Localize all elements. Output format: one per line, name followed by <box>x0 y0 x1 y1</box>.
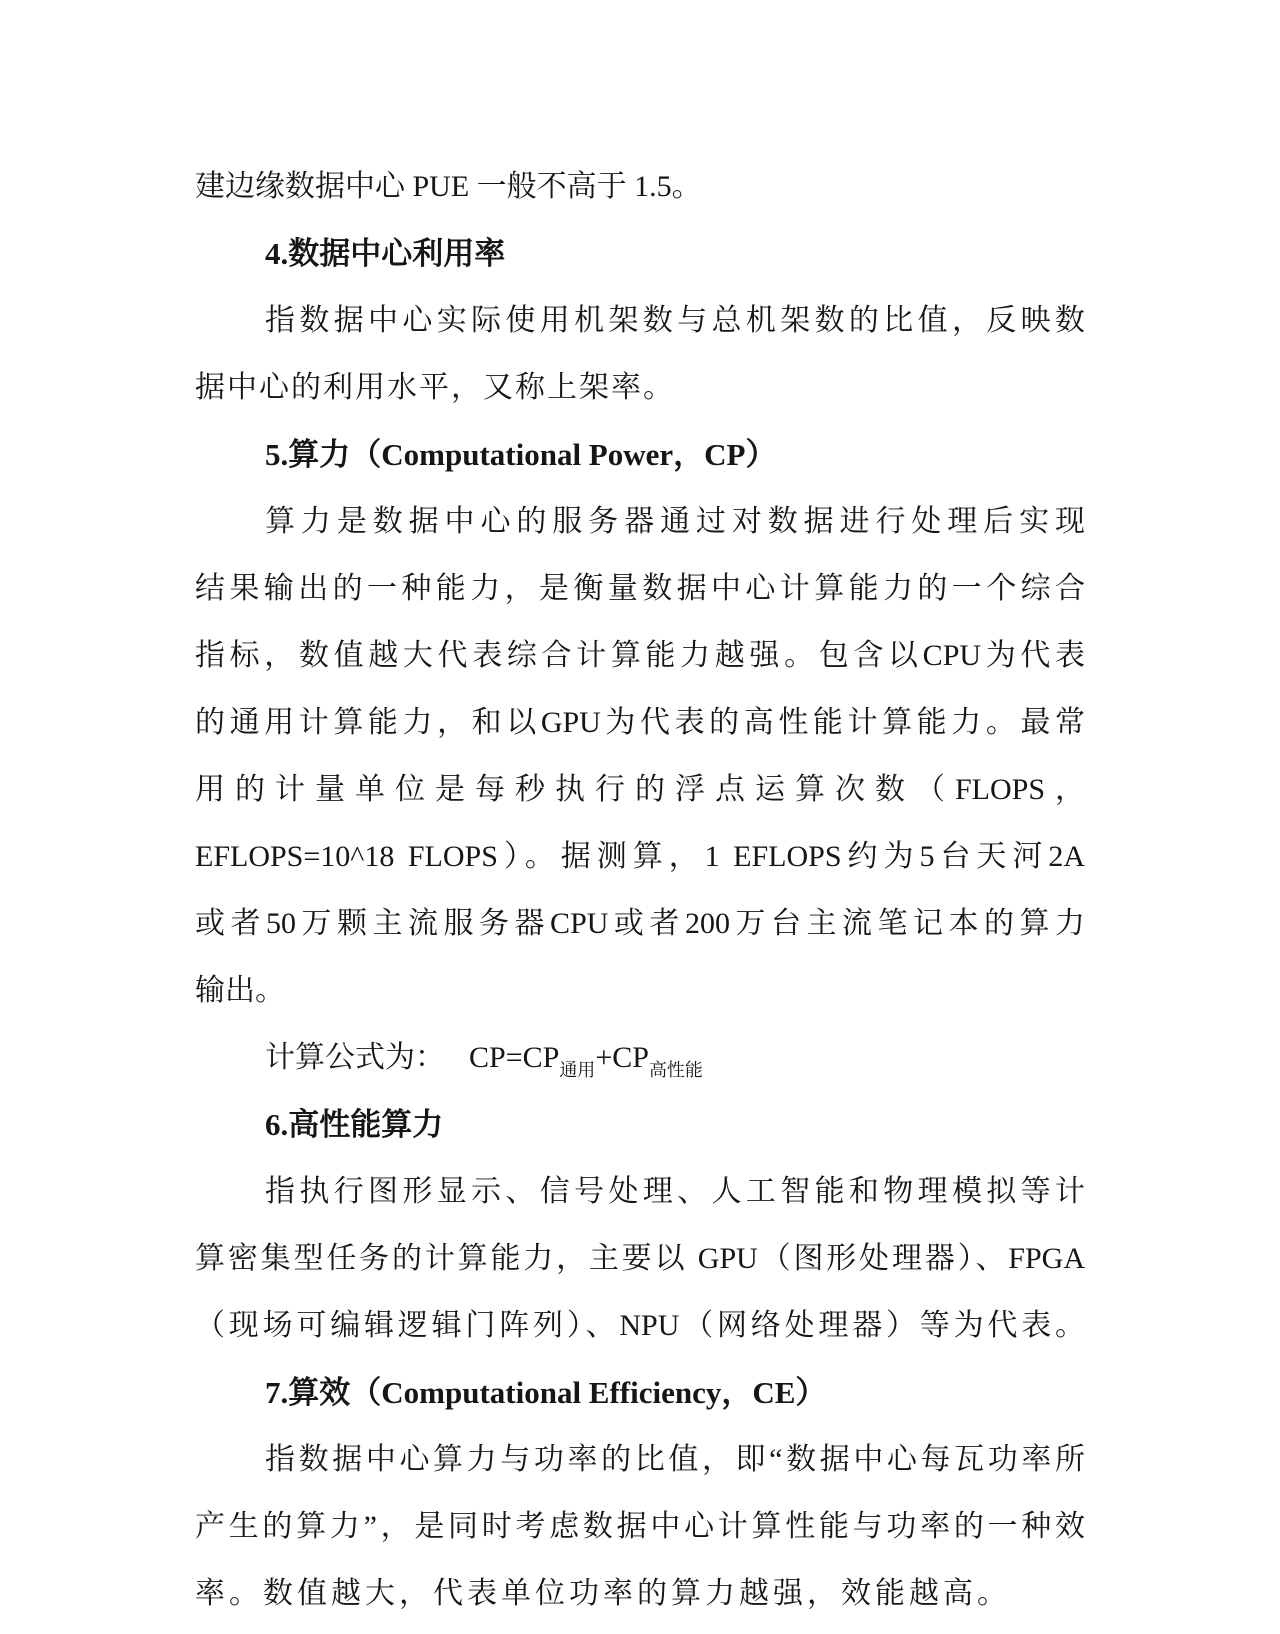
formula-subscript: 高性能 <box>648 1060 703 1080</box>
section-4-body-line: 指数据中心实际使用机架数与总机架数的比值，反映数 <box>265 304 1085 337</box>
section-5-heading: 5.算力（Computational Power，CP） <box>265 437 777 472</box>
section-7-body-line: 产生的算力”，是同时考虑数据中心计算性能与功率的一种效 <box>195 1510 1085 1543</box>
section-5-body-line: 输出。 <box>195 974 285 1007</box>
section-6-heading: 6.高性能算力 <box>265 1107 444 1142</box>
section-7-body-line: 率。数值越大，代表单位功率的算力越强，效能越高。 <box>195 1577 1011 1610</box>
intro-line: 建边缘数据中心 PUE 一般不高于 1.5。 <box>195 170 702 203</box>
section-5-body-line: 用的计量单位是每秒执行的浮点运算次数（FLOPS， <box>195 773 1085 806</box>
section-4-body-line: 据中心的利用水平，又称上架率。 <box>195 371 675 404</box>
section-7-heading: 7.算效（Computational Efficiency，CE） <box>265 1375 827 1410</box>
section-5-body-line: EFLOPS=10^18 FLOPS）。据测算，1 EFLOPS约为5台天河2A <box>195 840 1085 873</box>
formula-label: 计算公式为： <box>265 1041 445 1074</box>
formula-subscript: 通用 <box>559 1060 596 1080</box>
section-5-body-line: 的通用计算能力，和以GPU为代表的高性能计算能力。最常 <box>195 706 1085 739</box>
section-5-body-line: 算力是数据中心的服务器通过对数据进行处理后实现 <box>265 505 1085 538</box>
section-6-body-line: 指执行图形显示、信号处理、人工智能和物理模拟等计 <box>265 1175 1085 1208</box>
section-5-body-line: 或者50万颗主流服务器CPU或者200万台主流笔记本的算力 <box>195 907 1085 940</box>
section-6-body-line: 算密集型任务的计算能力，主要以 GPU（图形处理器）、FPGA <box>195 1242 1085 1275</box>
formula-term: +CP <box>595 1041 649 1074</box>
section-5-body-line: 结果输出的一种能力，是衡量数据中心计算能力的一个综合 <box>195 572 1085 605</box>
section-5-body-line: 指标，数值越大代表综合计算能力越强。包含以CPU为代表 <box>195 639 1085 672</box>
section-7-body-line: 指数据中心算力与功率的比值，即“数据中心每瓦功率所 <box>265 1443 1085 1476</box>
section-6-body-line: （现场可编辑逻辑门阵列）、NPU（网络处理器）等为代表。 <box>195 1309 1085 1342</box>
section-4-heading: 4.数据中心利用率 <box>265 236 506 271</box>
formula-term: CP=CP <box>469 1041 560 1074</box>
formula-line <box>195 1024 1085 1091</box>
